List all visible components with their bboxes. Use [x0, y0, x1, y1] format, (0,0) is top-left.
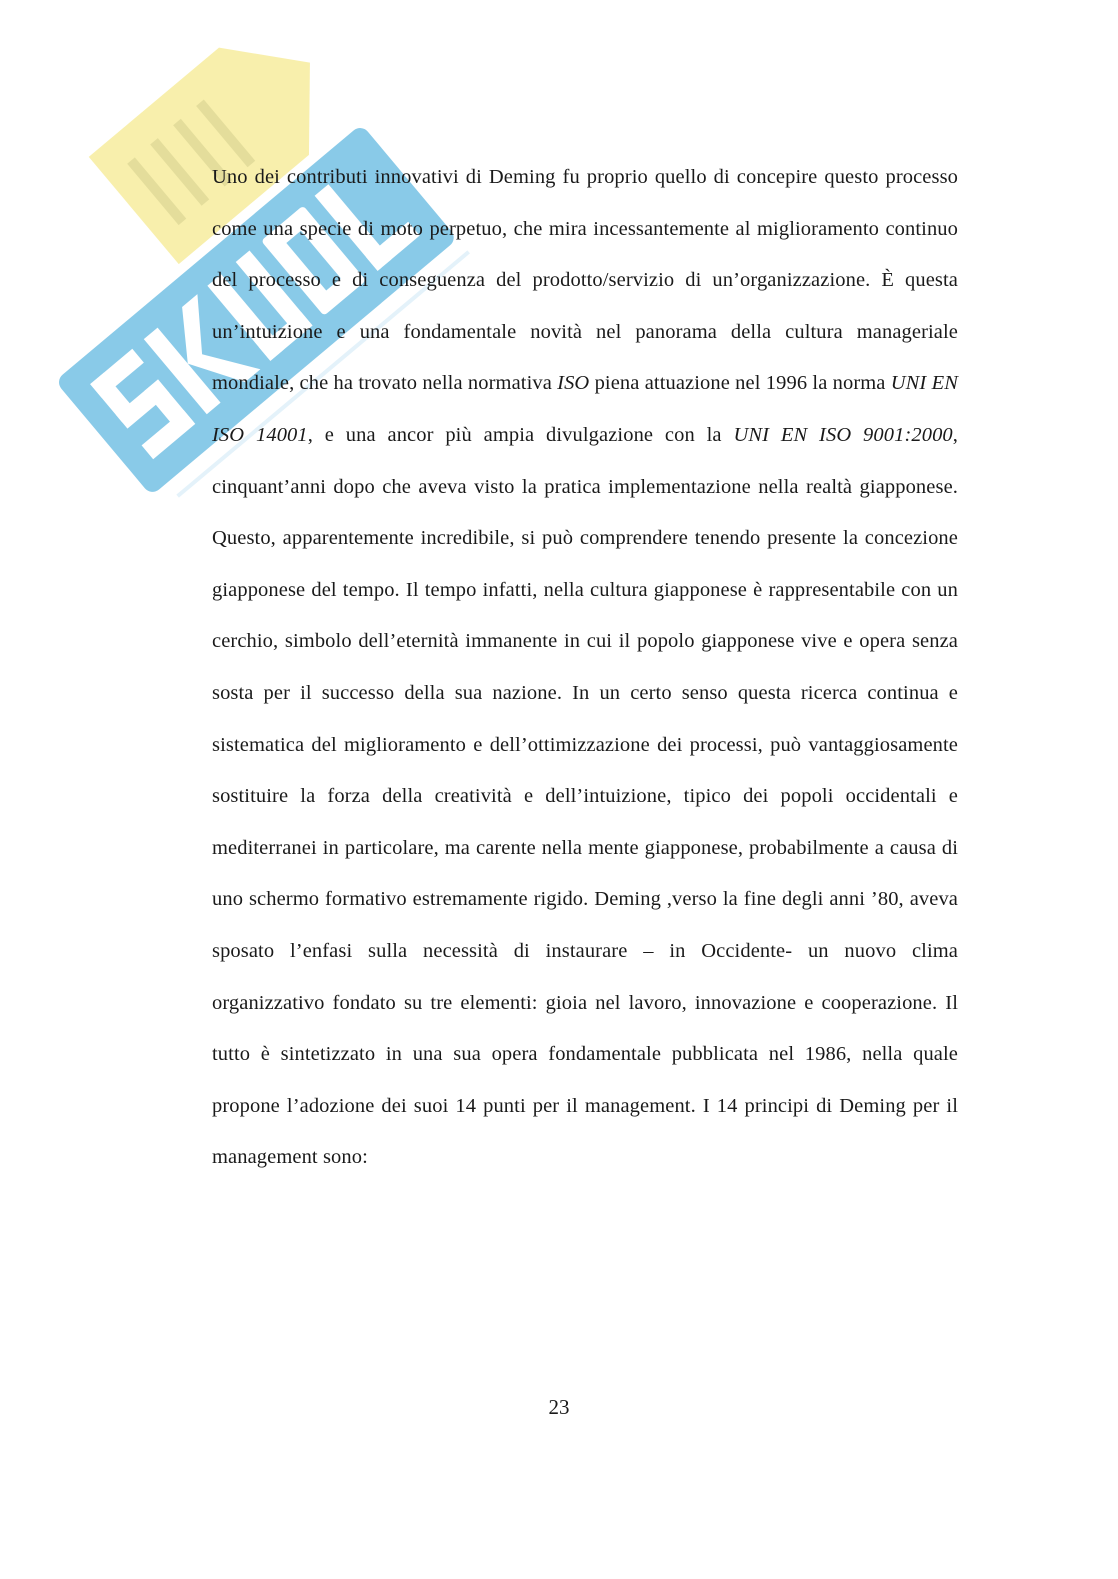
- body-text-segment: , cinquant’anni dopo che aveva visto la pratica implementazione nella realtà giapponese. Questo, apparentemente incredibile, si può comprendere tenendo presente la concezione giapponese del tempo. Il tempo infatti, nella cultura giapponese è rappresentabile con un cerchio, simbolo dell’eternità immanente in cui il popolo giapponese vive e opera senza sosta per il successo della sua nazione. In un certo senso questa ricerca continua e sistematica del miglioramento e dell’ottimizzazione dei processi, può vantaggiosamente sostituire la forza della creatività e dell’intuizione, tipico dei popoli occidentali e mediterranei in particolare, ma carente nella mente giapponese, probabilmente a causa di uno schermo formativo estremamente rigido. Deming ,verso la fine degli anni ’80, aveva sposato l’enfasi sulla necessità di instaurare – in Occidente- un nuovo clima organizzativo fondato su tre elementi: gioia nel lavoro, innovazione e cooperazione. Il tutto è sintetizzato in una sua opera fondamentale pubblicata nel 1986, nella quale propone l’adozione dei suoi 14 punti per il management. I 14 principi di Deming per il management sono:: [212, 423, 959, 1169]
- body-text-segment: piena attuazione nel 1996 la norma: [589, 372, 891, 395]
- body-text-segment: , e una ancor più ampia divulgazione con la: [307, 423, 734, 446]
- body-text-segment: Uno dei contributi innovativi di Deming fu proprio quello di concepire questo processo come una specie di moto perpetuo, che mira incessantemente al miglioramento continuo del processo e di conseguenza del prodotto/servizio di un’organizzazione. È questa un’intuizione e una fondamentale novità nel panorama della cultura manageriale mondiale, che ha trovato nella normativa: [212, 166, 958, 395]
- page-number: 23: [548, 1395, 570, 1419]
- body-paragraph: [212, 152, 958, 1184]
- body-italic-iso-9001: UNI EN ISO 9001:2000: [733, 423, 953, 446]
- body-italic-iso-14001: UNI EN ISO 14001: [212, 372, 958, 446]
- body-italic-iso: ISO: [557, 372, 590, 395]
